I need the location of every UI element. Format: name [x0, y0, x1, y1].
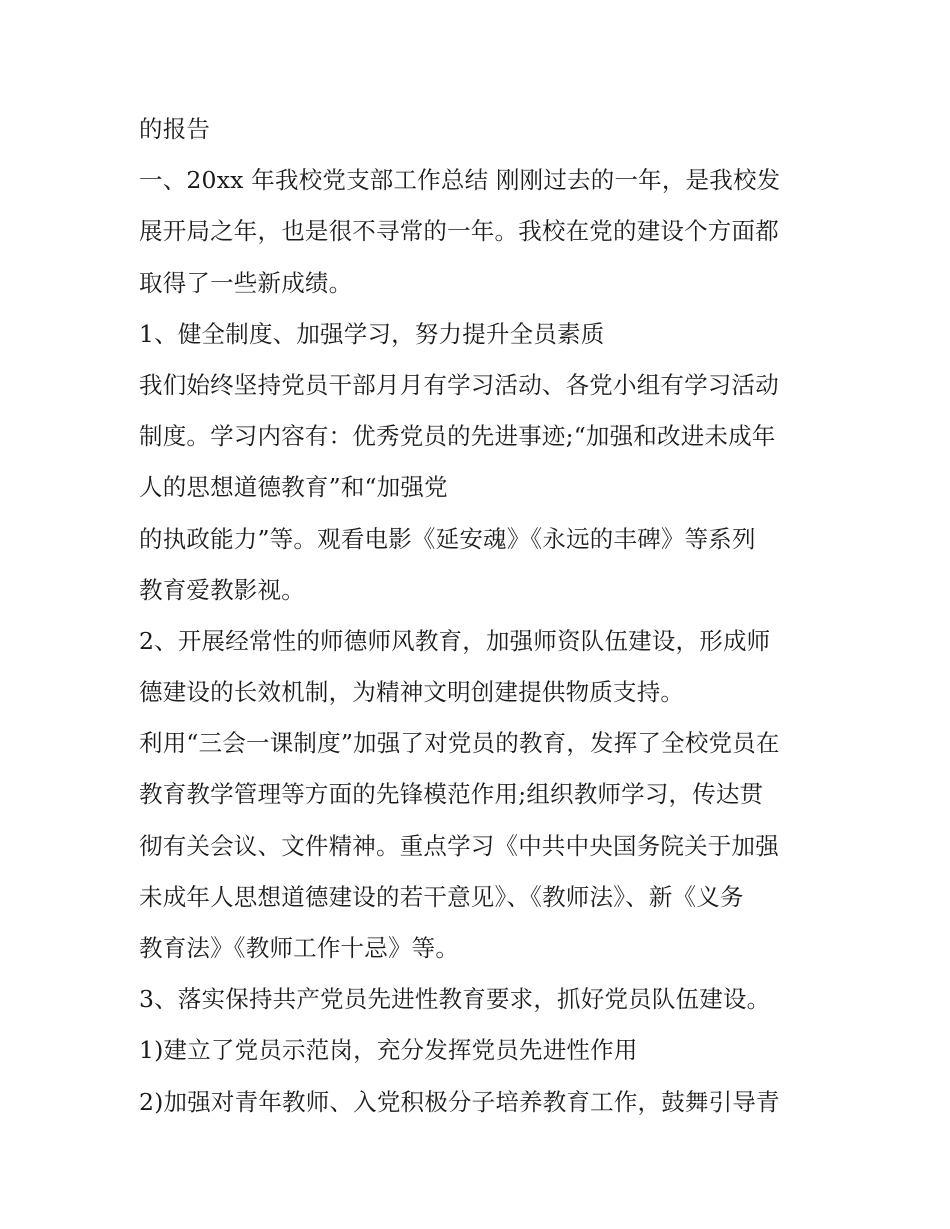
text-line: 教育爱教影视。 [139, 575, 305, 604]
text-line: 展开局之年，也是很不寻常的一年。我校在党的建设个方面都 [139, 217, 779, 246]
list-item: 1)建立了党员示范岗，充分发挥党员先进性作用 [139, 1036, 638, 1065]
text-line: 德建设的长效机制，为精神文明创建提供物质支持。 [139, 678, 685, 707]
section-heading: 1、健全制度、加强学习，努力提升全员素质 [139, 319, 605, 348]
text-line: 利用“三会一课制度”加强了对党员的教育，发挥了全校党员在 [139, 729, 780, 758]
section-heading: 3、落实保持共产党员先进性教育要求，抓好党员队伍建设。 [139, 985, 771, 1014]
list-item: 2)加强对青年教师、入党积极分子培养教育工作，鼓舞引导青 [139, 1087, 780, 1116]
text-line: 教育教学管理等方面的先锋模范作用;组织教师学习，传达贯 [139, 780, 764, 809]
text-line: 取得了一些新成绩。 [139, 268, 353, 297]
section-heading: 2、开展经常性的师德师风教育，加强师资队伍建设，形成师 [139, 626, 771, 655]
text-line: 我们始终坚持党员干部月月有学习活动、各党小组有学习活动 [139, 370, 779, 399]
document-body [139, 104, 829, 1128]
text-line: 未成年人思想道德建设的若干意见》、《教师法》、新《义务 [139, 882, 744, 911]
text-line: 一、20xx 年我校党支部工作总结 刚刚过去的一年，是我校发 [139, 166, 781, 195]
text-line: 教育法》《教师工作十忌》等。 [139, 934, 460, 962]
text-line: 彻有关会议、文件精神。重点学习《中共中央国务院关于加强 [139, 831, 779, 860]
text-line: 的报告 [139, 115, 211, 143]
text-line: 人的思想道德教育”和“加强党 [139, 473, 448, 502]
text-line: 的执政能力”等。观看电影《延安魂》《永远的丰碑》等系列 [139, 524, 756, 553]
text-line: 制度。学习内容有：优秀党员的先进事迹;“加强和改进未成年 [139, 422, 776, 451]
